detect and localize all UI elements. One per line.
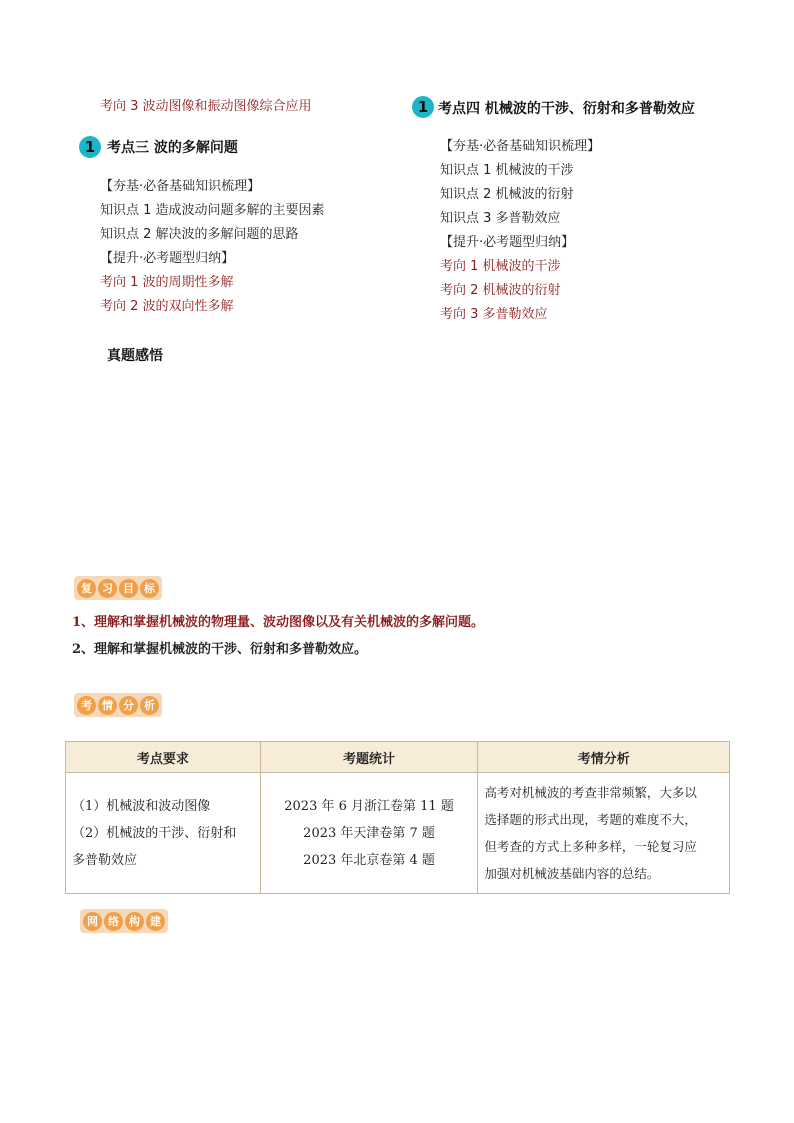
- exam-analysis-table: [65, 741, 730, 894]
- badge-char: 分: [119, 696, 138, 715]
- badge-char: 建: [146, 912, 165, 931]
- section-three-problem-header: 【提升·必考题型归纳】: [100, 251, 235, 266]
- badge-char: 习: [98, 579, 117, 598]
- section-three-knowledge-header: 【夯基·必备基础知识梳理】: [100, 179, 261, 194]
- analysis-line: 高考对机械波的考查非常频繁，大多以: [484, 785, 697, 800]
- section-three-knowledge-item: 知识点 2 解决波的多解问题的思路: [100, 227, 299, 242]
- badge-char: 络: [104, 912, 123, 931]
- badge-char: 标: [140, 579, 159, 598]
- section-three-problem-item: 考向 1 波的周期性多解: [100, 275, 234, 290]
- section-four-knowledge-item: 知识点 3 多普勒效应: [440, 211, 561, 226]
- badge-char: 构: [125, 912, 144, 931]
- analysis-line: 加强对机械波基础内容的总结。: [484, 866, 660, 881]
- badge-char: 目: [119, 579, 138, 598]
- analysis-line: 但考查的方式上多种多样，一轮复习应: [484, 839, 697, 854]
- review-goals-badge: [74, 576, 162, 600]
- badge-char: 考: [77, 696, 96, 715]
- badge-char: 网: [83, 912, 102, 931]
- requirement-line: （2）机械波的干涉、衍射和: [72, 825, 237, 841]
- statistics-cell: [260, 773, 478, 894]
- table-row: [66, 773, 730, 894]
- section-three-knowledge-item: 知识点 1 造成波动问题多解的主要因素: [100, 203, 325, 218]
- section-three-problem-item: 考向 2 波的双向性多解: [100, 299, 234, 314]
- exam-analysis-badge: [74, 693, 162, 717]
- badge-char: 析: [140, 696, 159, 715]
- section-four-knowledge-header: 【夯基·必备基础知识梳理】: [440, 139, 601, 154]
- section-three-badge: 1: [79, 136, 101, 158]
- section-three-title: 考点三 波的多解问题: [107, 140, 238, 156]
- section-four-problem-item: 考向 3 多普勒效应: [440, 307, 548, 322]
- analysis-cell: [478, 773, 730, 894]
- section-four-badge: 1: [412, 96, 434, 118]
- section-four-problem-item: 考向 1 机械波的干涉: [440, 259, 561, 274]
- top-item: 考向 3 波动图像和振动图像综合应用: [100, 99, 312, 114]
- review-goal-item: 2、理解和掌握机械波的干涉、衍射和多普勒效应。: [72, 642, 368, 657]
- analysis-line: 选择题的形式出现，考题的难度不大，: [484, 812, 697, 827]
- header-requirements: 考点要求: [66, 742, 261, 773]
- real-exam-title: 真题感悟: [107, 348, 163, 364]
- section-four-title: 考点四 机械波的干涉、衍射和多普勒效应: [438, 101, 695, 117]
- statistic-line: 2023 年 6 月浙江卷第 11 题: [284, 798, 454, 814]
- review-goal-item: 1、理解和掌握机械波的物理量、波动图像以及有关机械波的多解问题。: [72, 615, 485, 630]
- requirement-line: 多普勒效应: [72, 852, 138, 868]
- badge-char: 情: [98, 696, 117, 715]
- section-four-problem-item: 考向 2 机械波的衍射: [440, 283, 561, 298]
- header-analysis: 考情分析: [478, 742, 730, 773]
- statistic-line: 2023 年北京卷第 4 题: [303, 852, 435, 868]
- requirement-line: （1）机械波和波动图像: [72, 798, 211, 814]
- section-four-knowledge-item: 知识点 1 机械波的干涉: [440, 163, 574, 178]
- section-four-problem-header: 【提升·必考题型归纳】: [440, 235, 575, 250]
- table-header-row: [66, 742, 730, 773]
- network-badge: [80, 909, 168, 933]
- requirements-cell: [66, 773, 261, 894]
- statistic-line: 2023 年天津卷第 7 题: [303, 825, 435, 841]
- header-statistics: 考题统计: [260, 742, 478, 773]
- section-four-knowledge-item: 知识点 2 机械波的衍射: [440, 187, 574, 202]
- badge-char: 复: [77, 579, 96, 598]
